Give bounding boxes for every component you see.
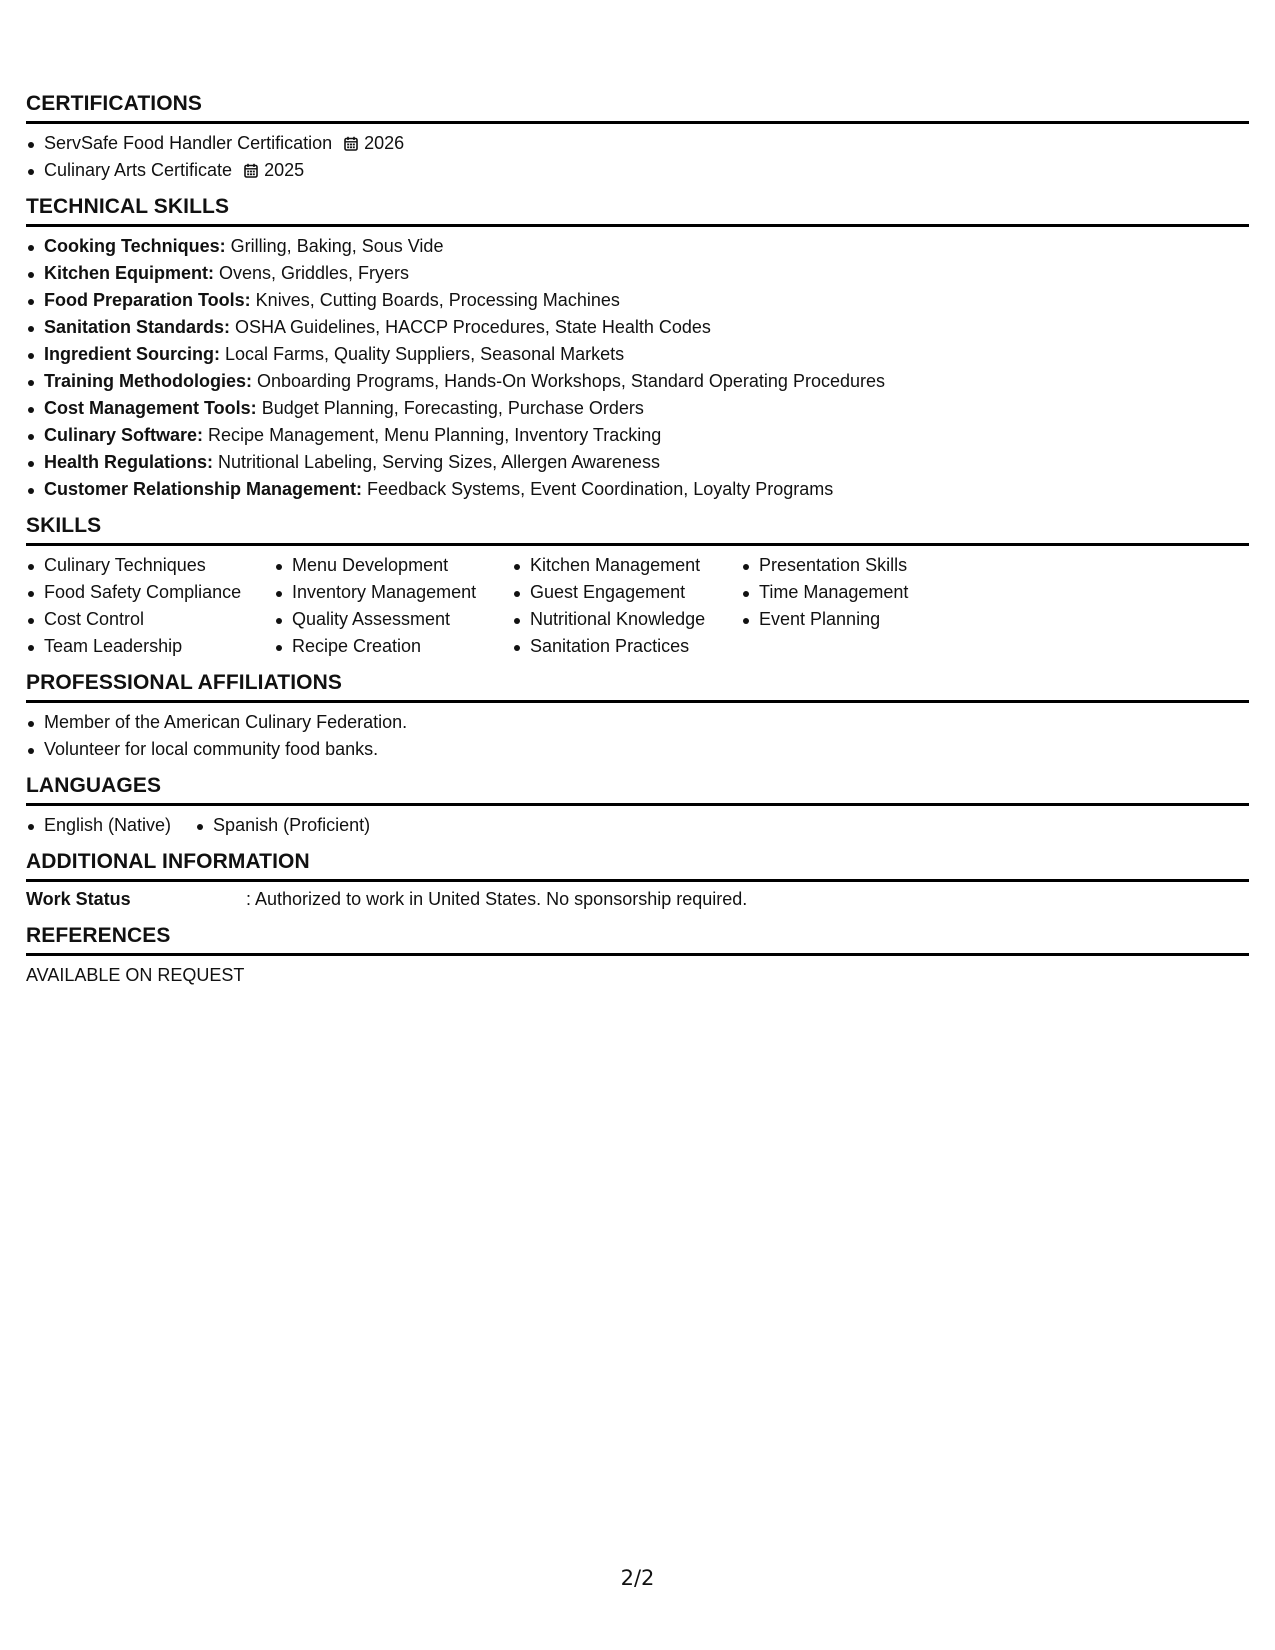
skills-column bbox=[741, 552, 941, 660]
certifications-heading: CERTIFICATIONS bbox=[26, 92, 1249, 124]
certification-year: 2025 bbox=[264, 160, 305, 180]
skills-column bbox=[512, 552, 741, 660]
skill-item: Menu Development bbox=[274, 552, 512, 579]
affiliations-section bbox=[26, 671, 1249, 763]
page-number: 2/2 bbox=[620, 1566, 655, 1590]
technical-skill-label: Cost Management Tools: bbox=[44, 398, 257, 418]
technical-skill-value: Knives, Cutting Boards, Processing Machines bbox=[250, 290, 620, 310]
technical-skill-label: Health Regulations: bbox=[44, 452, 214, 472]
affiliations-list bbox=[26, 709, 1249, 763]
technical-skill-value: Nutritional Labeling, Serving Sizes, Allergen Awareness bbox=[213, 452, 660, 472]
technical-skill-value: Ovens, Griddles, Fryers bbox=[214, 263, 410, 283]
technical-skill-item bbox=[26, 233, 1249, 260]
affiliation-item: Volunteer for local community food banks. bbox=[26, 736, 1249, 763]
skill-item: Sanitation Practices bbox=[512, 633, 741, 660]
calendar-icon bbox=[244, 163, 258, 178]
skill-item: Event Planning bbox=[741, 606, 941, 633]
technical-skill-label: Cooking Techniques: bbox=[44, 236, 226, 256]
technical-skill-item bbox=[26, 449, 1249, 476]
skill-item: Recipe Creation bbox=[274, 633, 512, 660]
technical-skills-list bbox=[26, 233, 1249, 503]
references-text: AVAILABLE ON REQUEST bbox=[26, 965, 245, 985]
technical-skill-item bbox=[26, 287, 1249, 314]
technical-skill-item bbox=[26, 341, 1249, 368]
certification-name: Culinary Arts Certificate bbox=[44, 160, 233, 180]
affiliations-heading: PROFESSIONAL AFFILIATIONS bbox=[26, 671, 1249, 703]
certification-item bbox=[26, 130, 1249, 157]
technical-skill-value: Local Farms, Quality Suppliers, Seasonal Markets bbox=[220, 344, 625, 364]
technical-skills-section bbox=[26, 195, 1249, 503]
skills-grid bbox=[26, 552, 1249, 660]
skill-item: Nutritional Knowledge bbox=[512, 606, 741, 633]
languages-heading: LANGUAGES bbox=[26, 774, 1249, 806]
technical-skill-item bbox=[26, 395, 1249, 422]
technical-skill-value: Recipe Management, Menu Planning, Inventory Tracking bbox=[203, 425, 662, 445]
technical-skill-label: Customer Relationship Management: bbox=[44, 479, 363, 499]
technical-skill-value: OSHA Guidelines, HACCP Procedures, State Health Codes bbox=[230, 317, 711, 337]
technical-skill-item bbox=[26, 422, 1249, 449]
skill-item: Team Leadership bbox=[26, 633, 274, 660]
skills-column bbox=[26, 552, 274, 660]
certifications-list bbox=[26, 130, 1249, 184]
additional-information-heading: ADDITIONAL INFORMATION bbox=[26, 850, 1249, 882]
technical-skill-value: Grilling, Baking, Sous Vide bbox=[225, 236, 444, 256]
technical-skill-item bbox=[26, 368, 1249, 395]
technical-skill-item bbox=[26, 476, 1249, 503]
work-status-value: : Authorized to work in United States. No sponsorship required. bbox=[246, 889, 748, 909]
technical-skill-item bbox=[26, 260, 1249, 287]
certification-name: ServSafe Food Handler Certification bbox=[44, 133, 333, 153]
additional-information-section bbox=[26, 850, 1249, 913]
technical-skill-label: Food Preparation Tools: bbox=[44, 290, 251, 310]
languages-section bbox=[26, 774, 1249, 839]
certification-item bbox=[26, 157, 1249, 184]
certifications-section bbox=[26, 92, 1249, 184]
technical-skill-label: Culinary Software: bbox=[44, 425, 204, 445]
technical-skill-value: Feedback Systems, Event Coordination, Loyalty Programs bbox=[362, 479, 834, 499]
technical-skills-heading: TECHNICAL SKILLS bbox=[26, 195, 1249, 227]
language-item: Spanish (Proficient) bbox=[195, 812, 370, 839]
skill-item: Inventory Management bbox=[274, 579, 512, 606]
skills-section bbox=[26, 514, 1249, 660]
references-section bbox=[26, 924, 1249, 989]
technical-skill-value: Budget Planning, Forecasting, Purchase Orders bbox=[256, 398, 644, 418]
affiliation-item: Member of the American Culinary Federation. bbox=[26, 709, 1249, 736]
skill-item: Guest Engagement bbox=[512, 579, 741, 606]
skill-item: Food Safety Compliance bbox=[26, 579, 274, 606]
skill-item: Kitchen Management bbox=[512, 552, 741, 579]
certification-year: 2026 bbox=[364, 133, 405, 153]
technical-skill-value: Onboarding Programs, Hands-On Workshops, Standard Operating Procedures bbox=[252, 371, 885, 391]
technical-skill-label: Training Methodologies: bbox=[44, 371, 252, 391]
skills-column bbox=[274, 552, 512, 660]
technical-skill-label: Sanitation Standards: bbox=[44, 317, 231, 337]
language-item: English (Native) bbox=[26, 812, 171, 839]
skill-item: Quality Assessment bbox=[274, 606, 512, 633]
skill-item: Culinary Techniques bbox=[26, 552, 274, 579]
references-heading: REFERENCES bbox=[26, 924, 1249, 956]
skill-item: Presentation Skills bbox=[741, 552, 941, 579]
calendar-icon bbox=[344, 136, 358, 151]
technical-skill-label: Kitchen Equipment: bbox=[44, 263, 214, 283]
technical-skill-item bbox=[26, 314, 1249, 341]
work-status-label: Work Status bbox=[26, 889, 131, 909]
skill-item: Time Management bbox=[741, 579, 941, 606]
work-status-row bbox=[26, 886, 1249, 913]
languages-list bbox=[26, 812, 1249, 839]
resume-page bbox=[26, 92, 1249, 989]
technical-skill-label: Ingredient Sourcing: bbox=[44, 344, 221, 364]
skills-heading: SKILLS bbox=[26, 514, 1249, 546]
skill-item: Cost Control bbox=[26, 606, 274, 633]
